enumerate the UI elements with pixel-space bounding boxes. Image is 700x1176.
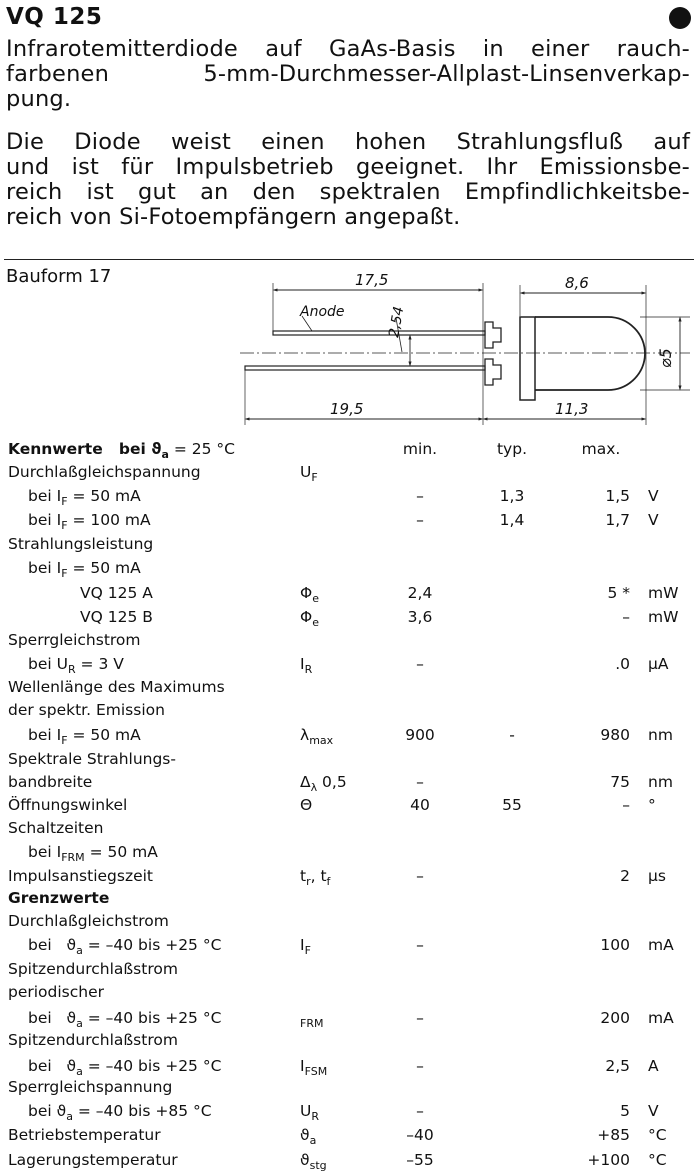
text-part: U [300, 1102, 312, 1120]
text-part: Durchlaßgleichstrom [8, 912, 169, 930]
value-unit: V [648, 511, 659, 529]
table-row [0, 1057, 700, 1079]
row-label [8, 773, 92, 791]
value-min: – [416, 511, 424, 529]
row-symbol [300, 936, 311, 957]
table-row [0, 701, 700, 723]
dim-body: 8,6 [565, 274, 589, 292]
text-part: Spektrale Strahlungs- [8, 750, 176, 768]
text-part: bei ϑ [102, 440, 162, 458]
row-label [8, 889, 109, 907]
table-row [0, 535, 700, 557]
text-part: Kennwerte [8, 440, 103, 458]
subscript: F [61, 519, 68, 532]
table-row [0, 843, 700, 865]
row-label [28, 487, 141, 508]
text-part: bei U [28, 655, 68, 673]
text-part: Schaltzeiten [8, 819, 104, 837]
value-unit: mW [648, 584, 679, 602]
row-label [28, 936, 221, 957]
dim-body-total: 11,3 [555, 400, 589, 418]
text-part: bei I [28, 726, 62, 744]
description-line: reich ist gut an den spektralen Empfindlichkeitsbe- [6, 179, 690, 205]
row-label [8, 1126, 161, 1144]
value-max: 2,5 [605, 1057, 630, 1075]
text-part: = –40 bis +25 °C [82, 1057, 222, 1075]
subscript: F [304, 944, 311, 957]
row-symbol [300, 1009, 323, 1030]
table-row [0, 1102, 700, 1124]
text-part: Impulsanstiegszeit [8, 867, 154, 885]
row-label [8, 1151, 178, 1169]
row-label [80, 584, 153, 602]
text-part: VQ 125 B [80, 608, 153, 626]
table-row [0, 1151, 700, 1173]
flange [520, 317, 535, 400]
table-row [0, 750, 700, 772]
row-label [8, 1078, 172, 1096]
text-part: der spektr. Emission [8, 701, 165, 719]
description-line: und ist für Impulsbetrieb geeignet. Ihr Emissionsbe- [6, 154, 690, 180]
table-row [0, 960, 700, 982]
value-min: 40 [410, 796, 430, 814]
value-min: –40 [406, 1126, 434, 1144]
value-max: 5 [620, 1102, 630, 1120]
text-part: bei I [28, 487, 62, 505]
row-label [28, 726, 141, 747]
subscript: F [61, 495, 68, 508]
value-min: – [416, 867, 424, 885]
value-unit: A [648, 1057, 659, 1075]
row-label [8, 750, 176, 768]
text-part: I [300, 655, 305, 673]
text-part: = –40 bis +85 °C [72, 1102, 212, 1120]
value-min: –55 [406, 1151, 434, 1169]
table-row [0, 796, 700, 818]
text-part: bei I [28, 559, 62, 577]
row-label [28, 655, 124, 676]
text-part: bei ϑ [28, 1009, 77, 1027]
value-unit: °C [648, 1126, 667, 1144]
subscript: a [76, 1065, 83, 1078]
row-label [8, 983, 104, 1001]
row-label [8, 701, 165, 719]
description-line: pung. [6, 86, 72, 112]
value-min: – [416, 773, 424, 791]
text-part: ϑ [300, 1151, 310, 1169]
text-part: Lagerungstemperatur [8, 1151, 178, 1169]
value-max: 100 [600, 936, 630, 954]
subscript: F [311, 471, 318, 484]
section-header-row [0, 889, 700, 911]
text-part: U [300, 463, 312, 481]
value-typ: 1,3 [499, 487, 525, 505]
row-label [28, 1009, 221, 1030]
value-max: 980 [600, 726, 630, 744]
value-unit: µA [648, 655, 669, 673]
value-unit: V [648, 1102, 659, 1120]
value-min: – [416, 1102, 424, 1120]
value-max: +100 [587, 1151, 630, 1169]
value-unit: ° [648, 796, 656, 814]
anode-lead [273, 331, 485, 335]
subscript: FRM [61, 851, 85, 864]
table-row [0, 608, 700, 630]
text-part: Strahlungsleistung [8, 535, 154, 553]
text-part: bei I [28, 511, 62, 529]
row-label [8, 819, 103, 837]
text-part: Durchlaßgleichspannung [8, 463, 201, 481]
row-symbol [300, 867, 330, 888]
row-label [28, 559, 141, 580]
text-part: I [300, 1057, 305, 1075]
row-symbol [300, 463, 318, 484]
text-part: Φ [300, 608, 313, 626]
subscript: a [76, 944, 83, 957]
column-header-max: max. [581, 440, 621, 458]
table-row [0, 983, 700, 1005]
row-symbol [300, 796, 312, 814]
table-row [0, 936, 700, 958]
table-row [0, 1126, 700, 1148]
row-label [28, 1057, 221, 1078]
subscript: R [311, 1110, 320, 1123]
anode-label: Anode [300, 304, 345, 320]
value-min: – [416, 936, 424, 954]
value-typ: 1,4 [499, 511, 525, 529]
text-part: , t [310, 867, 327, 885]
subscript: FRM [300, 1017, 324, 1030]
subscript: F [61, 567, 68, 580]
lead-collar-top [485, 322, 501, 348]
table-row [0, 912, 700, 934]
value-min: 900 [405, 726, 435, 744]
value-unit: mW [648, 608, 679, 626]
value-min: 2,4 [407, 584, 433, 602]
subscript: λ [310, 781, 318, 794]
text-part: periodischer [8, 983, 105, 1001]
row-label [8, 796, 127, 814]
text-part: = –40 bis +25 °C [82, 1009, 222, 1027]
value-max: 75 [610, 773, 630, 791]
text-part: = 100 mA [67, 511, 151, 529]
text-part: t [300, 867, 307, 885]
table-row [0, 678, 700, 700]
row-symbol [300, 726, 333, 747]
row-label [80, 608, 153, 626]
dim-pitch: 2,54 [386, 305, 408, 339]
row-symbol [300, 1102, 319, 1123]
row-label [8, 912, 169, 930]
section-header-row [0, 440, 700, 462]
text-part: = 50 mA [67, 726, 141, 744]
subscript: a [76, 1017, 83, 1030]
row-symbol [300, 1126, 316, 1147]
subscript: FSM [304, 1065, 328, 1078]
text-part: bei ϑ [28, 936, 77, 954]
dim-lead-bottom: 19,5 [330, 400, 364, 418]
text-part: = 50 mA [84, 843, 158, 861]
row-label [8, 678, 225, 696]
table-row [0, 463, 700, 485]
subscript: a [161, 448, 169, 461]
lens-body [535, 317, 645, 390]
text-part: Betriebstemperatur [8, 1126, 161, 1144]
table-row [0, 655, 700, 677]
package-drawing [0, 0, 700, 440]
text-part: = 25 °C [168, 440, 235, 458]
description-line: Infrarotemitterdiode auf GaAs-Basis in einer rauch- [6, 36, 690, 62]
table-row [0, 584, 700, 606]
dim-diameter: ⌀5 [656, 348, 675, 368]
text-part: Öffnungswinkel [8, 796, 128, 814]
value-typ: 55 [502, 796, 522, 814]
value-max: – [622, 608, 630, 626]
row-label [8, 535, 153, 553]
text-part: Φ [300, 584, 313, 602]
subscript: max [309, 734, 334, 747]
text-part: Δ [300, 773, 311, 791]
value-unit: nm [648, 773, 673, 791]
subscript: stg [309, 1159, 327, 1172]
row-symbol [300, 1057, 327, 1078]
text-part: bei ϑ [28, 1102, 67, 1120]
row-label [8, 440, 235, 461]
text-part: Wellenlänge des Maximums [8, 678, 225, 696]
value-max: +85 [597, 1126, 630, 1144]
value-unit: nm [648, 726, 673, 744]
text-part: VQ 125 A [80, 584, 153, 602]
table-row [0, 819, 700, 841]
value-max: .0 [615, 655, 630, 673]
value-min: – [416, 1057, 424, 1075]
description-line: reich von Si-Fotoempfängern angepaßt. [6, 204, 461, 230]
lead-collar-bottom [485, 359, 501, 385]
value-min: – [416, 1009, 424, 1027]
table-row [0, 631, 700, 653]
subscript: e [312, 616, 319, 629]
value-max: 200 [600, 1009, 630, 1027]
text-part: ϑ [300, 1126, 310, 1144]
row-label [8, 867, 153, 885]
table-row [0, 487, 700, 509]
value-min: – [416, 655, 424, 673]
table-row [0, 1078, 700, 1100]
row-label [8, 960, 178, 978]
text-part: bandbreite [8, 773, 93, 791]
value-max: 2 [620, 867, 630, 885]
value-unit: µs [648, 867, 666, 885]
text-part: I [300, 936, 305, 954]
value-max: 5 * [607, 584, 630, 602]
text-part: bei I [28, 843, 62, 861]
value-min: – [416, 487, 424, 505]
subscript: e [312, 592, 319, 605]
value-unit: V [648, 487, 659, 505]
value-unit: mA [648, 936, 674, 954]
text-part: 0,5 [317, 773, 347, 791]
row-symbol [300, 773, 347, 794]
row-label [28, 843, 158, 864]
text-part: Spitzendurchlaßstrom [8, 1031, 178, 1049]
value-max: 1,7 [605, 511, 630, 529]
text-part: Spitzendurchlaßstrom [8, 960, 178, 978]
subscript: R [67, 663, 76, 676]
text-part: Θ [300, 796, 313, 814]
dim-lead-top: 17,5 [355, 271, 389, 289]
row-label [8, 1031, 178, 1049]
subscript: a [309, 1134, 317, 1147]
text-part: = 50 mA [67, 487, 141, 505]
text-part: = 50 mA [67, 559, 141, 577]
description-line: Die Diode weist einen hohen Strahlungsfluß auf [6, 129, 690, 155]
description-line: farbenen 5-mm-Durchmesser-Allplast-Linsenverkap- [6, 61, 690, 87]
subscript: f [326, 875, 331, 888]
table-row [0, 867, 700, 889]
value-typ: - [509, 726, 515, 744]
text-part: = –40 bis +25 °C [82, 936, 222, 954]
cathode-lead [245, 366, 485, 370]
value-min: 3,6 [407, 608, 433, 626]
column-header-typ: typ. [496, 440, 528, 458]
subscript: a [66, 1110, 73, 1123]
value-max: – [622, 796, 630, 814]
subscript: r [306, 875, 311, 888]
value-unit: °C [648, 1151, 667, 1169]
part-number-title: VQ 125 [6, 4, 103, 30]
row-symbol [300, 608, 319, 629]
row-symbol [300, 655, 312, 676]
value-unit: mA [648, 1009, 674, 1027]
column-header-min: min. [402, 440, 438, 458]
text-part: = 3 V [75, 655, 124, 673]
package-label: Bauform 17 [6, 266, 112, 287]
row-label [8, 631, 141, 649]
text-part: bei ϑ [28, 1057, 77, 1075]
text-part: Sperrgleichspannung [8, 1078, 173, 1096]
row-label [28, 511, 151, 532]
subscript: F [61, 734, 68, 747]
table-row [0, 773, 700, 795]
text-part: Sperrgleichstrom [8, 631, 141, 649]
row-symbol [300, 584, 319, 605]
row-symbol [300, 1151, 327, 1172]
table-row [0, 511, 700, 533]
subscript: R [304, 663, 313, 676]
table-row [0, 1031, 700, 1053]
table-row [0, 726, 700, 748]
text-part: Grenzwerte [8, 889, 110, 907]
text-part: λ [300, 726, 310, 744]
row-label [28, 1102, 212, 1123]
row-label [8, 463, 201, 481]
table-row [0, 1009, 700, 1031]
value-max: 1,5 [605, 487, 630, 505]
table-row [0, 559, 700, 581]
